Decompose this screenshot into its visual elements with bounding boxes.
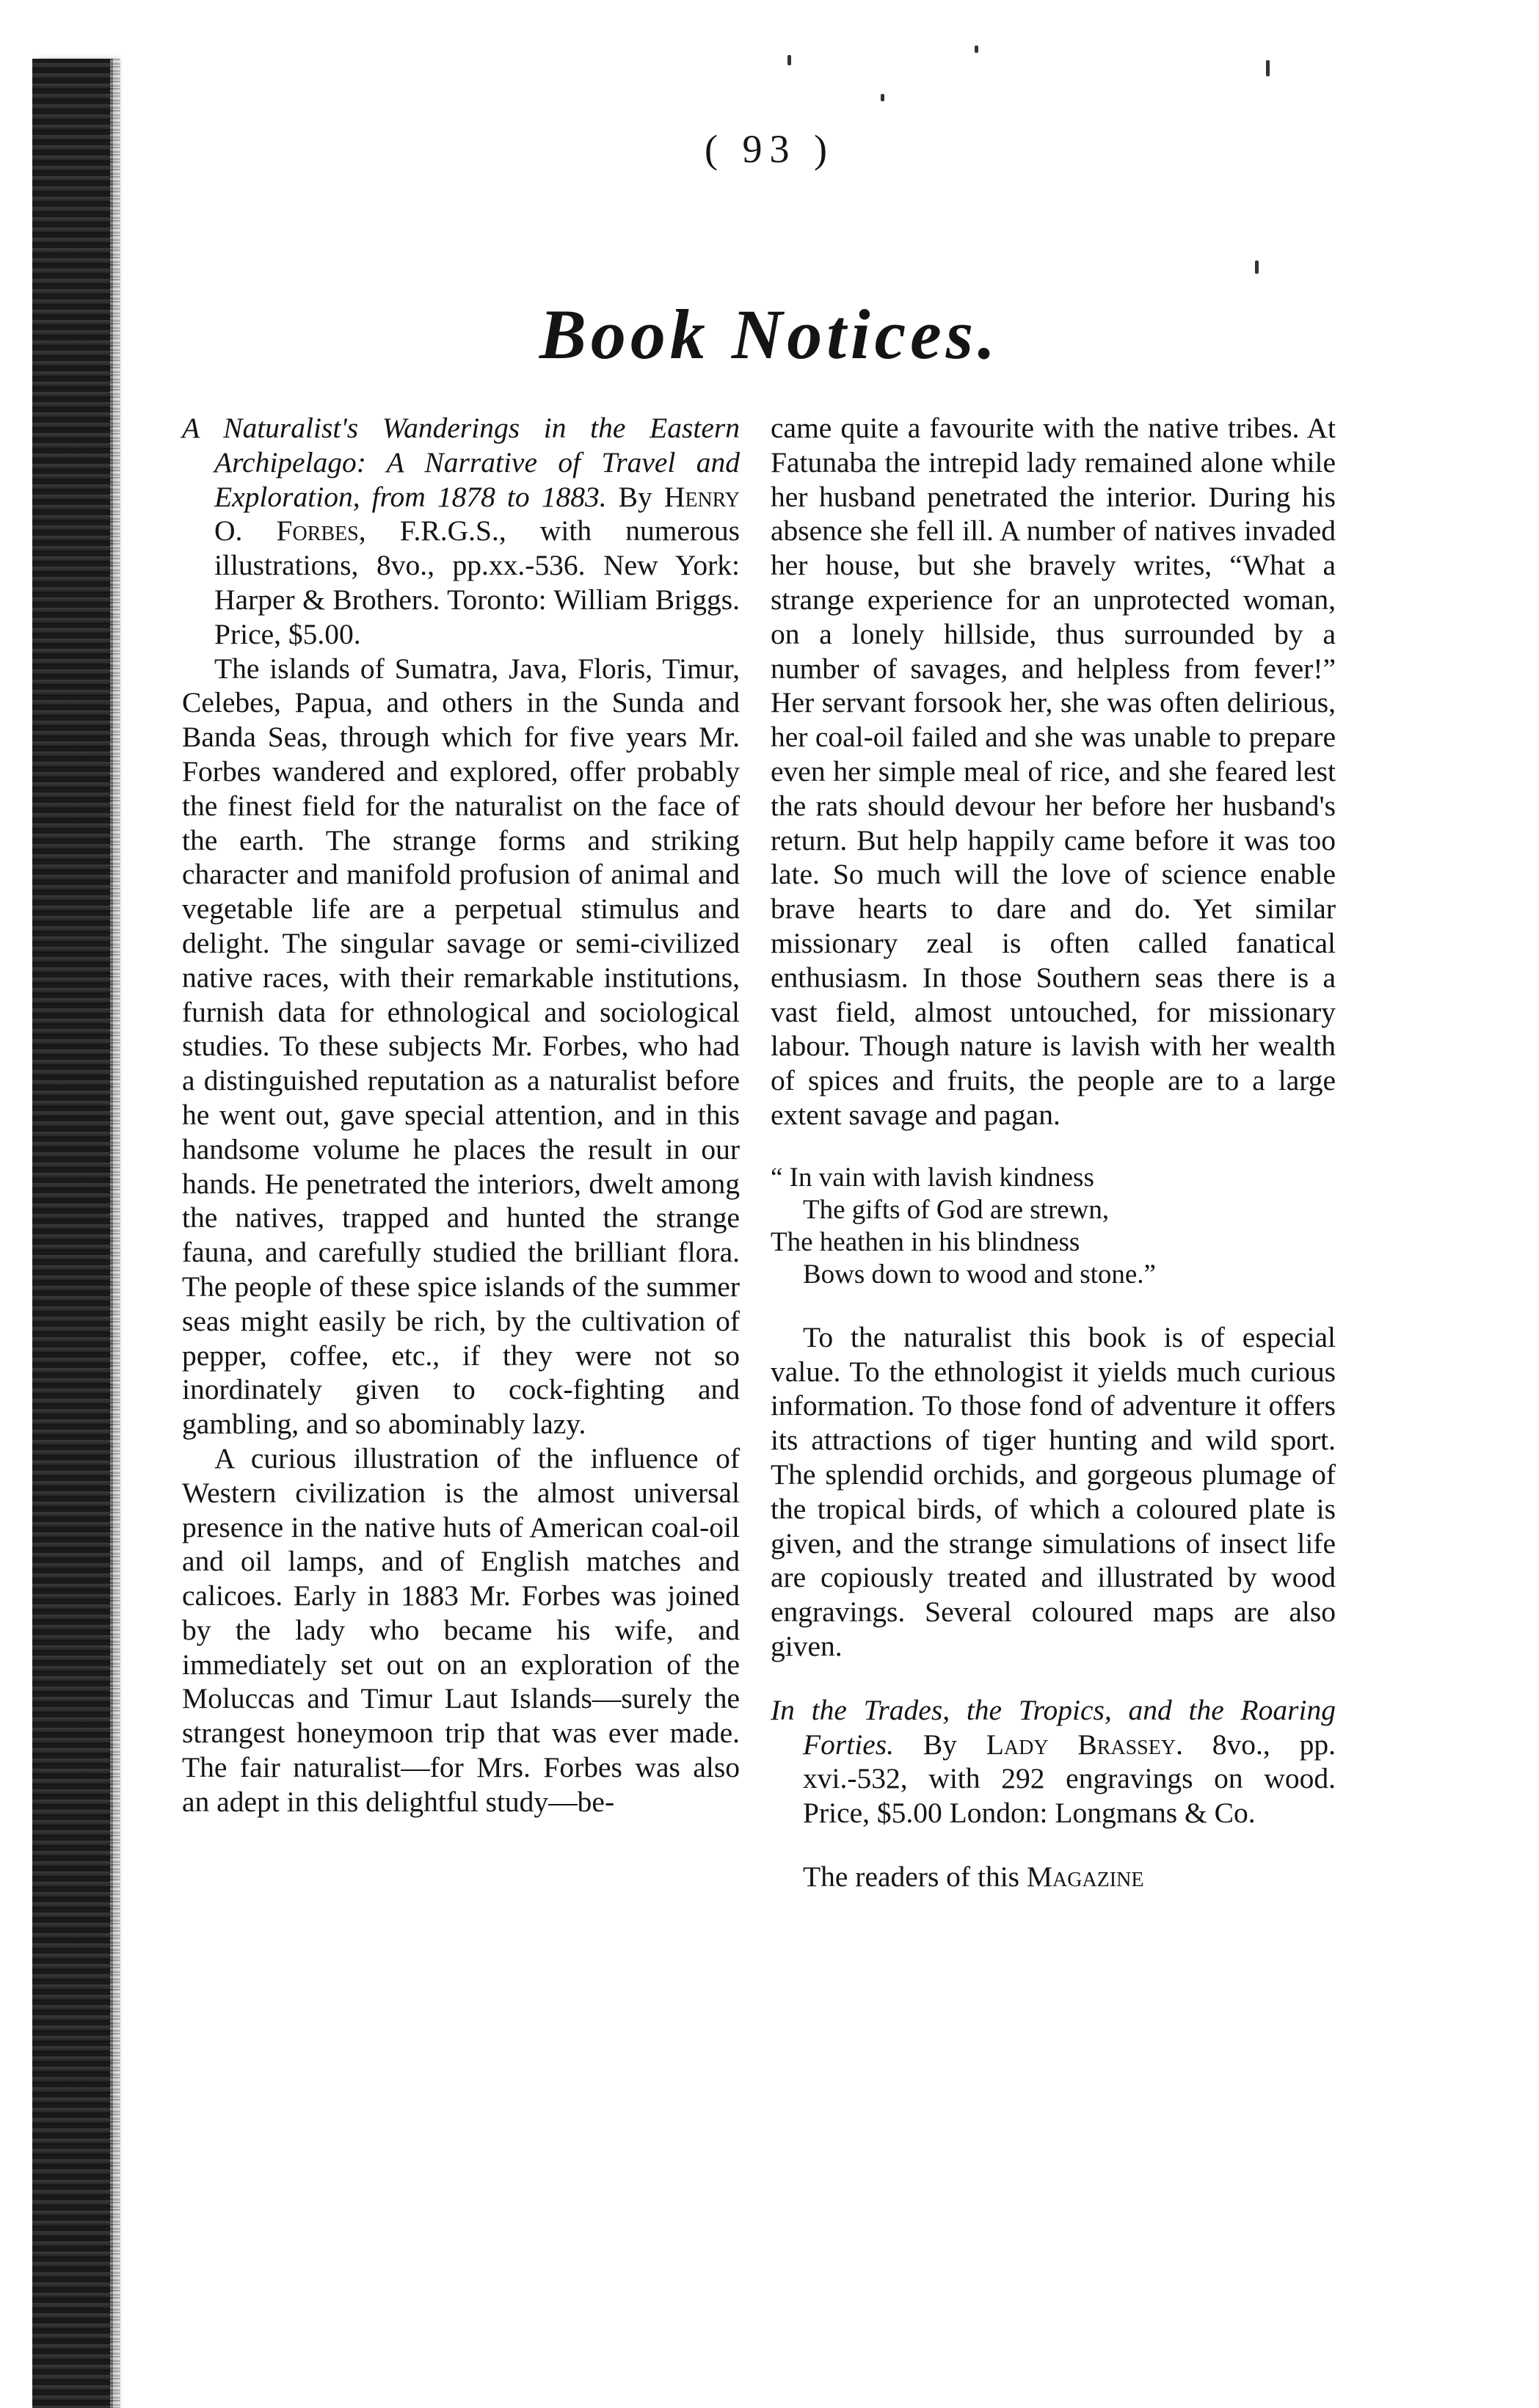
- review-details: , F.R.G.S., with numerous illustrations, 8vo., pp.xx.-536. New York: Harper & Brothers. Toronto: William Briggs. Price, $5.00.: [214, 514, 740, 650]
- review-entry-2: [771, 1693, 1336, 1830]
- review-by: By: [618, 480, 652, 513]
- page-number: ( 93 ): [705, 127, 834, 171]
- review-title: In the Trades, the Tropics, and the Roaring Forties.: [771, 1693, 1336, 1761]
- print-speck: [1266, 60, 1270, 76]
- paragraph: came quite a favourite with the native tribes. At Fatunaba the intrepid lady remained alone while her husband penetrated the interior. During his absence she fell ill. A number of natives invaded her house, but she bravely writes, “What a strange experience for an unprotected woman, on a lonely hillside, thus surrounded by a number of savages, and helpless from fever!” Her servant forsook her, she was often delirious, her coal-oil failed and she was unable to prepare even her simple meal of rice, and she feared lest the rats should devour her before her husband's return. But help happily came before it was too late. So much will the love of science enable brave hearts to dare and do. Yet similar missionary zeal is often called fanatical enthusiasm. In those Southern seas there is a vast field, almost untouched, for missionary labour. Though nature is lavish with her wealth of spices and fruits, the people are to a large extent savage and pagan.: [771, 412, 1336, 1131]
- poem-line: The gifts of God are strewn,: [803, 1194, 1110, 1225]
- review-author: Lady Brassey: [986, 1728, 1176, 1761]
- right-column: [771, 411, 1336, 1894]
- review-entry-1: [182, 411, 740, 652]
- print-speck: [975, 46, 978, 53]
- print-speck: [881, 94, 884, 101]
- paragraph-lead: The readers of this: [803, 1860, 1020, 1893]
- poem-quote: [771, 1162, 1336, 1291]
- poem-line: “ In vain with lavish kindness: [771, 1162, 1094, 1193]
- paragraph: [771, 1860, 1336, 1894]
- poem-line: Bows down to wood and stone.”: [803, 1259, 1156, 1290]
- section-title: Book Notices.: [539, 295, 1000, 374]
- binding-shadow: [110, 59, 120, 2408]
- review-by: By: [923, 1728, 957, 1761]
- paragraph: To the naturalist this book is of especial value. To the ethnologist it yields much curious information. To those fond of adventure it offers its attractions of tiger hunting and wild sport. The splendid orchids, and gorgeous plumage of the tropical birds, of which a coloured plate is given, and the strange simulations of insect life are copiously treated and illustrated by wood engravings. Several coloured maps are also given.: [771, 1320, 1336, 1662]
- magazine-word: Magazine: [1026, 1860, 1144, 1893]
- book-binding-edge: [32, 59, 113, 2408]
- paragraph: A curious illustration of the influence of Western civilization is the almost universal presence in the native huts of American coal-oil and oil lamps, and of English matches and calicoes. Early in 1883 Mr. Forbes was joined by the lady who became his wife, and immediately set out on an exploration of the Moluccas and Timur Laut Islands—surely the strangest honeymoon trip that was ever made. The fair naturalist—for Mrs. Forbes was also an adept in this delightful study—be-: [182, 1441, 740, 1818]
- print-speck: [787, 55, 791, 65]
- review-author: Henry O. Forbes: [214, 480, 741, 548]
- review-title: A Naturalist's Wanderings in the Eastern Archipelago: A Narrative of Travel and Exploration, from 1878 to 1883.: [182, 412, 740, 513]
- poem-line: The heathen in his blindness: [771, 1226, 1080, 1257]
- print-speck: [1255, 261, 1259, 274]
- paragraph: The islands of Sumatra, Java, Floris, Timur, Celebes, Papua, and others in the Sunda and Banda Seas, through which for five years Mr. Forbes wandered and explored, offer probably the finest field for the naturalist on the face of the earth. The strange forms and striking character and manifold profusion of animal and vegetable life are a perpetual stimulus and delight. The singular savage or semi-civilized native races, with their remarkable institutions, furnish data for ethnological and sociological studies. To these subjects Mr. Forbes, who had a distinguished reputation as a naturalist before he went out, gave special attention, and in this handsome volume he places the result in our hands. He penetrated the interiors, dwelt among the natives, trapped and hunted the strange fauna, and carefully studied the brilliant flora. The people of these spice islands of the summer seas might easily be rich, by the cultivation of pepper, coffee, etc., if they were not so inordinately given to cock-fighting and gambling, and so abominably lazy.: [182, 652, 740, 1441]
- left-column: [182, 411, 740, 1819]
- review-details: . 8vo., pp. xvi.-532, with 292 engravings on wood. Price, $5.00 London: Longmans & Co.: [803, 1728, 1336, 1830]
